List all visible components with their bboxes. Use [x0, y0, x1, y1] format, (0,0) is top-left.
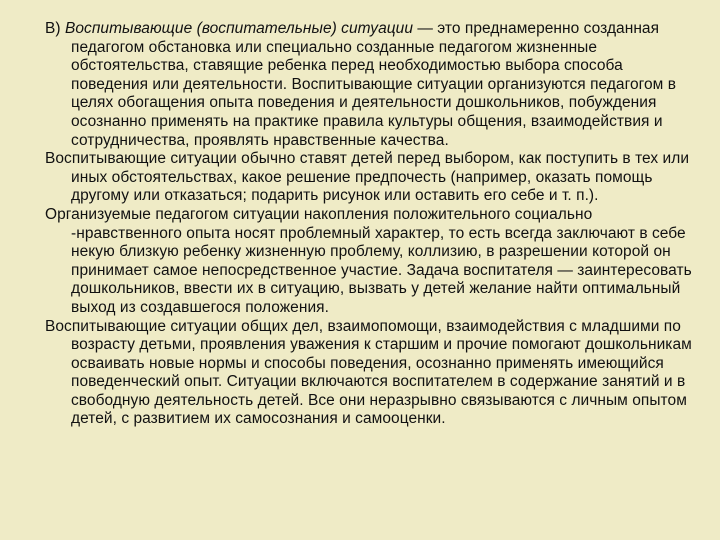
- paragraph-common-affairs: [45, 318, 700, 430]
- paragraph-definition: [45, 20, 700, 150]
- paragraph-text: Воспитывающие ситуации обычно ставят детей перед выбором, как поступить в тех или иных обстоятельствах, какое решение предпочесть (например, оказать помощь другому или отказаться; подарить рисунок или оставить его себе и т. п.).: [45, 150, 690, 205]
- paragraph-text: Организуемые педагогом ситуации накопления положительного социально -нравственного опыта носят проблемный характер, то есть всегда заключают в себе некую близкую ребенку жизненную проблему, коллизию, в разрешении которой он принимает самое непосредственное участие. Задача воспитателя — заинтересовать дошкольников, ввести их в ситуацию, вызвать у детей желание найти оптимальный выход из создавшегося положения.: [45, 205, 692, 316]
- paragraph-prefix: В): [45, 20, 65, 37]
- paragraph-problem: [45, 206, 700, 318]
- paragraph-text: Воспитывающие ситуации общих дел, взаимопомощи, взаимодействия с младшими по возрасту детьми, проявления уважения к старшим и прочие помогают дошкольникам осваивать новые нормы и способы поведения, осознанно применять имеющийся поведенческий опыт. Ситуации включаются воспитателем в содержание занятий и в свободную деятельность детей. Все они неразрывно связываются с личным опытом детей, с развитием их самосознания и самооценки.: [45, 317, 692, 428]
- term-italic: Воспитывающие (воспитательные) ситуации: [64, 20, 413, 37]
- paragraph-text: — это преднамеренно созданная педагогом обстановка или специально созданные педагогом жизненные обстоятельства, ставящие ребенка перед необходимостью выбора способа поведения или деятельности. Воспитывающие ситуации организуются педагогом в целях обогащения опыта поведения и деятельности дошкольников, побуждения осознанно применять на практике правила культуры общения, взаимодействия и сотрудничества, проявлять нравственные качества.: [71, 20, 677, 149]
- paragraph-choice: [45, 150, 700, 206]
